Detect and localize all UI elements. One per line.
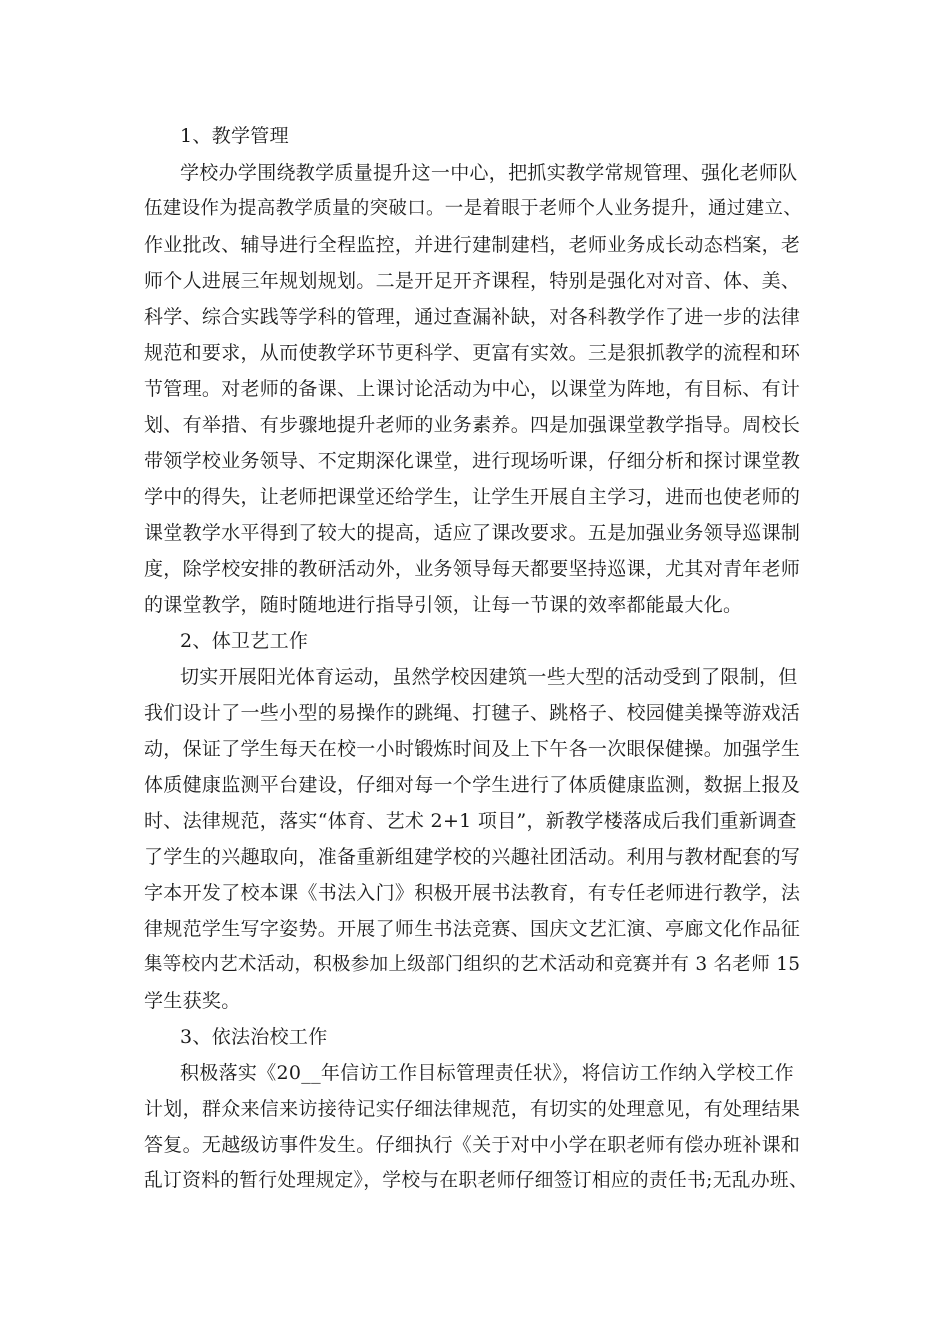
paragraph-line: 了学生的兴趣取向，准备重新组建学校的兴趣社团活动。利用与教材配套的写 <box>144 846 801 868</box>
paragraph-line: 师个人进展三年规划规划。二是开足开齐课程，特别是强化对对音、体、美、 <box>144 270 801 292</box>
paragraph-line: 学中的得失，让老师把课堂还给学生，让学生开展自主学习，进而也使老师的 <box>144 486 801 508</box>
paragraph-line: 体质健康监测平台建设，仔细对每一个学生进行了体质健康监测，数据上报及 <box>144 774 801 796</box>
paragraph-line: 答复。无越级访事件发生。仔细执行《关于对中小学在职老师有偿办班补课和 <box>144 1134 801 1156</box>
paragraph-line: 字本开发了校本课《书法入门》积极开展书法教育，有专任老师进行教学，法 <box>144 882 801 904</box>
section-heading: 2、体卫艺工作 <box>180 630 309 652</box>
paragraph-line: 科学、综合实践等学科的管理，通过查漏补缺，对各科教学作了进一步的法律 <box>144 306 801 328</box>
paragraph-line: 课堂教学水平得到了较大的提高，适应了课改要求。五是加强业务领导巡课制 <box>144 522 801 544</box>
paragraph-line: 节管理。对老师的备课、上课讨论活动为中心，以课堂为阵地，有目标、有计 <box>144 378 801 400</box>
paragraph-line: 律规范学生写字姿势。开展了师生书法竞赛、国庆文艺汇演、亭廊文化作品征 <box>144 918 801 940</box>
paragraph-line: 计划，群众来信来访接待记实仔细法律规范，有切实的处理意见，有处理结果 <box>144 1098 801 1120</box>
paragraph-line: 积极落实《20__年信访工作目标管理责任状》，将信访工作纳入学校工作 <box>180 1062 794 1084</box>
paragraph-line: 划、有举措、有步骤地提升老师的业务素养。四是加强课堂教学指导。周校长 <box>144 414 801 436</box>
paragraph-line: 度，除学校安排的教研活动外，业务领导每天都要坚持巡课，尤其对青年老师 <box>144 558 801 580</box>
paragraph-line: 作业批改、辅导进行全程监控，并进行建制建档，老师业务成长动态档案，老 <box>144 234 801 256</box>
paragraph-line: 带领学校业务领导、不定期深化课堂，进行现场听课，仔细分析和探讨课堂教 <box>144 450 801 472</box>
paragraph-line: 动，保证了学生每天在校一小时锻炼时间及上下午各一次眼保健操。加强学生 <box>144 738 801 760</box>
paragraph-line: 集等校内艺术活动，积极参加上级部门组织的艺术活动和竞赛并有 3 名老师 15 <box>144 954 801 975</box>
paragraph-line: 学生获奖。 <box>144 990 241 1012</box>
paragraph-line: 我们设计了一些小型的易操作的跳绳、打毽子、跳格子、校园健美操等游戏活 <box>144 702 801 724</box>
section-heading: 1、教学管理 <box>180 125 289 147</box>
section-heading: 3、依法治校工作 <box>180 1026 328 1048</box>
paragraph-line: 学校办学围绕教学质量提升这一中心，把抓实教学常规管理、强化老师队 <box>180 162 798 184</box>
paragraph-line: 切实开展阳光体育运动，虽然学校因建筑一些大型的活动受到了限制，但 <box>180 666 798 688</box>
paragraph-line: 规范和要求，从而使教学环节更科学、更富有实效。三是狠抓教学的流程和环 <box>144 342 801 364</box>
paragraph-line: 的课堂教学，随时随地进行指导引领，让每一节课的效率都能最大化。 <box>144 594 743 616</box>
paragraph-line: 时、法律规范，落实“体育、艺术 2+1 项目”，新教学楼落成后我们重新调查 <box>144 810 797 832</box>
paragraph-line: 乱订资料的暂行处理规定》，学校与在职老师仔细签订相应的责任书;无乱办班、 <box>144 1170 808 1191</box>
paragraph-line: 伍建设作为提高教学质量的突破口。一是着眼于老师个人业务提升，通过建立、 <box>144 198 803 219</box>
